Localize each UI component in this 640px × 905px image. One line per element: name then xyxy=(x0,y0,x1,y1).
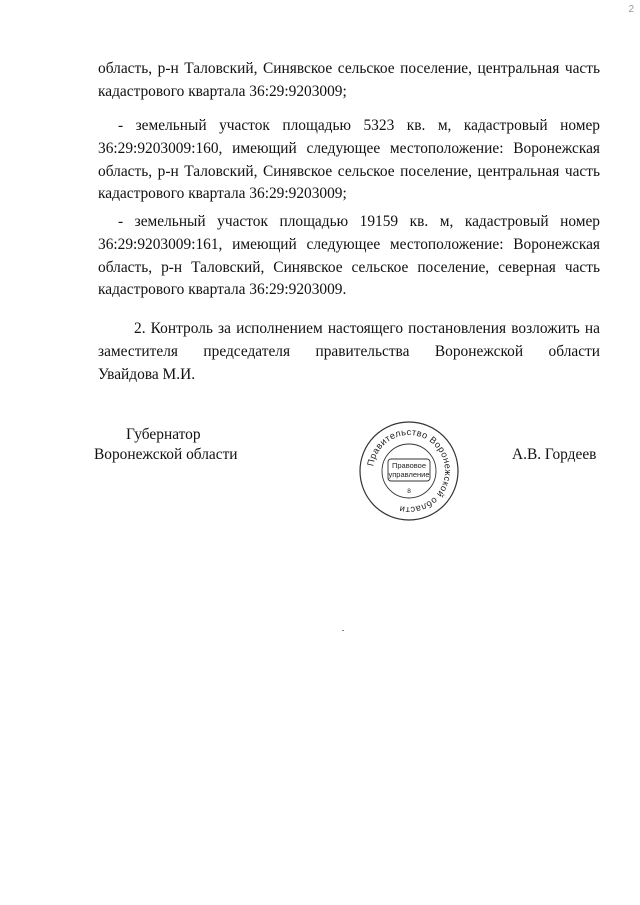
text-line: 36:29:9203009:161, имеющий следующее местоположение: Воронежская xyxy=(98,235,600,253)
scan-speck xyxy=(342,630,344,631)
text-line: область, р-н Таловский, Синявское сельское поселение, центральная часть xyxy=(98,60,600,77)
text-line: область, р-н Таловский, Синявское сельское поселение, центральная часть xyxy=(98,162,600,180)
text-line: кадастрового квартала 36:29:9203009; xyxy=(98,185,347,203)
seal-center-line-2: управление xyxy=(388,470,430,479)
text-line: кадастрового квартала 36:29:9203009; xyxy=(98,82,347,100)
signatory-title-line-1: Губернатор xyxy=(126,426,201,443)
text-line: 36:29:9203009:160, имеющий следующее местоположение: Воронежская xyxy=(98,139,600,157)
signatory-name: А.В. Гордеев xyxy=(512,446,597,463)
paragraph-control-clause xyxy=(98,318,600,386)
text-line: область, р-н Таловский, Синявское сельское поселение, северная часть xyxy=(98,258,600,276)
official-seal xyxy=(356,418,462,524)
signatory-title-line-2: Воронежской области xyxy=(94,446,238,463)
text-line: - земельный участок площадью 5323 кв. м, кадастровый номер xyxy=(118,117,600,134)
seal-number: 8 xyxy=(407,488,411,495)
seal-center-line-1: Правовое xyxy=(391,461,427,470)
text-line: Увайдова М.И. xyxy=(98,365,196,383)
seal-ring-text: Правительство Воронежской области xyxy=(365,426,454,516)
signatory-title xyxy=(94,425,238,465)
text-line: 2. Контроль за исполнением настоящего постановления возложить на xyxy=(134,320,600,337)
paragraph-plot-160 xyxy=(98,115,600,206)
text-line: заместителя председателя правительства Воронежской области xyxy=(98,342,600,360)
paragraph-plot-161 xyxy=(98,211,600,302)
page-corner-mark: 2 xyxy=(628,4,634,15)
text-line: кадастрового квартала 36:29:9203009. xyxy=(98,281,347,299)
text-line: - земельный участок площадью 19159 кв. м, кадастровый номер xyxy=(118,213,600,230)
paragraph-continuation xyxy=(98,58,600,104)
